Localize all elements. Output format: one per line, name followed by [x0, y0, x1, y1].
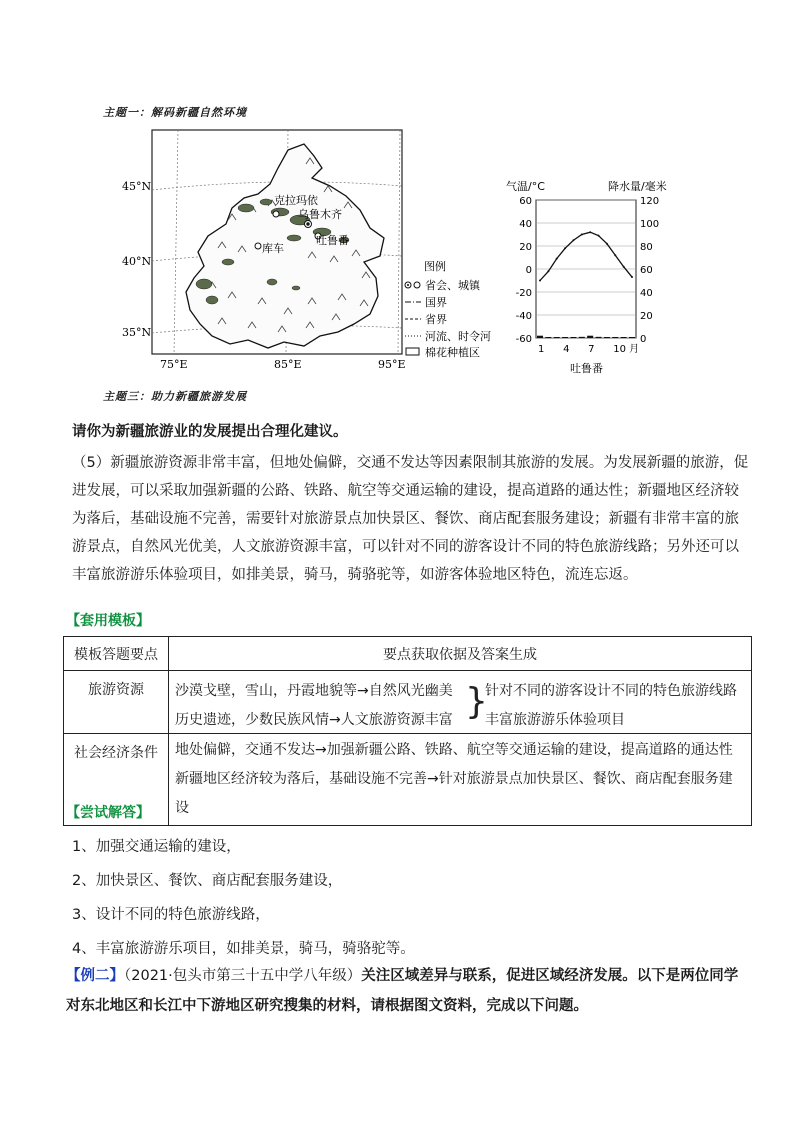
answer-paragraph — [72, 449, 772, 589]
month-tick-label: 4 — [563, 344, 570, 355]
city-label-karamay: 克拉玛依 — [274, 194, 318, 207]
month-tick-label: 7 — [588, 344, 595, 355]
left-tick-label: -40 — [515, 311, 532, 322]
month-tick-label: 10 月 — [613, 344, 640, 355]
answer-line: （5）新疆旅游资源非常丰富，但地处偏僻，交通不发达等因素限制其旅游的发展。为发展新疆的旅游，促 — [72, 455, 749, 471]
list-item: 3、设计不同的特色旅游线路， — [72, 907, 270, 923]
left-axis-title: 气温/°C — [506, 180, 545, 193]
right-tick-label: 80 — [640, 242, 653, 253]
template-table — [63, 636, 752, 826]
header-cell: 模板答题要点 — [64, 637, 169, 671]
temperature-point — [572, 239, 574, 241]
resource-line: 历史遗迹，少数民族风情→人文旅游资源丰富 — [175, 712, 453, 728]
right-tick-label: 100 — [640, 219, 660, 230]
legend-item-border: 国界 — [425, 296, 447, 309]
legend-item-river: 河流、时令河 — [425, 330, 491, 343]
legend-title: 图例 — [424, 260, 446, 273]
example-source: （2021·包头市第三十五中学八年级） — [124, 968, 362, 984]
lon-label: 95°E — [378, 358, 406, 371]
climate-chart — [498, 176, 678, 376]
answer-line: 游景点，自然风光优美，人文旅游资源丰富，可以针对不同的游客设计不同的特色旅游线路；另外还可以 — [72, 539, 739, 555]
left-tick-label: 40 — [519, 219, 532, 230]
answer-line: 为落后，基础设施不完善，需要针对旅游景点加快景区、餐饮、商店配套服务建设；新疆有非常丰富的旅 — [72, 511, 739, 527]
temperature-point — [556, 258, 558, 260]
resource-line: 沙漠戈壁，雪山，丹霞地貌等→自然风光幽美 — [175, 683, 453, 699]
left-tick-label: 0 — [525, 265, 532, 276]
brace-icon: } — [465, 681, 488, 722]
suggestion-line: 丰富旅游游乐体验项目 — [485, 712, 625, 728]
temperature-line — [540, 232, 632, 280]
table-row — [64, 734, 752, 826]
precip-bar — [621, 337, 627, 338]
example-tag: 【例二】 — [66, 968, 124, 984]
precip-bar — [537, 336, 543, 338]
table-row — [64, 671, 752, 734]
precip-bar — [554, 337, 560, 338]
left-tick-label: 60 — [519, 196, 532, 207]
precip-bar — [579, 337, 585, 338]
precip-bar — [596, 337, 602, 338]
table-header-row — [64, 637, 752, 671]
list-item: 4、丰富旅游游乐项目，如排美景，骑马，骑骆驼等。 — [72, 941, 415, 957]
right-tick-label: 20 — [640, 311, 653, 322]
question: 请你为新疆旅游业的发展提出合理化建议。 — [72, 424, 348, 440]
precip-bar — [612, 337, 618, 338]
precip-bar — [604, 337, 610, 338]
list-item: 1、加强交通运输的建设， — [72, 839, 241, 855]
temperature-point — [631, 276, 633, 278]
precip-bar — [562, 337, 568, 338]
right-tick-label: 40 — [640, 288, 653, 299]
example-line: 关注区域差异与联系，促进区域经济发展。以下是两位同学 — [361, 968, 739, 984]
precip-bar — [629, 337, 635, 338]
station-label: 吐鲁番 — [570, 362, 603, 375]
econ-line: 地处偏僻，交通不发达→加强新疆公路、铁路、航空等交通运输的建设，提高道路的通达性 — [175, 742, 733, 758]
row-label: 旅游资源 — [64, 671, 169, 734]
city-label-urumqi: 乌鲁木齐 — [298, 208, 342, 221]
legend-item-cotton: 棉花种植区 — [425, 346, 480, 359]
list-item: 2、加快景区、餐饮、商店配套服务建设， — [72, 873, 343, 889]
suggestion-line: 针对不同的游客设计不同的特色旅游线路 — [485, 683, 737, 699]
right-tick-label: 0 — [640, 334, 647, 345]
example-line: 对东北地区和长江中下游地区研究搜集的材料，请根据图文资料，完成以下问题。 — [66, 998, 588, 1014]
temperature-point — [539, 280, 541, 282]
temperature-point — [623, 266, 625, 268]
answer-line: 丰富旅游游乐体验项目，如排美景，骑马，骑骆驼等，如游客体验地区特色，流连忘返。 — [72, 567, 638, 583]
lat-label: 35°N — [122, 326, 152, 339]
temperature-point — [547, 270, 549, 272]
left-tick-label: 20 — [519, 242, 532, 253]
try-heading: 【尝试解答】 — [66, 805, 150, 821]
right-tick-label: 60 — [640, 265, 653, 276]
legend-item-city: 省会、城镇 — [425, 279, 480, 292]
row-label: 社会经济条件 — [64, 734, 169, 826]
city-label-kuqa: 库车 — [262, 242, 284, 255]
lon-label: 85°E — [274, 358, 302, 371]
temperature-point — [598, 235, 600, 237]
lat-label: 45°N — [122, 180, 152, 193]
xinjiang-map — [108, 128, 508, 373]
precip-bar — [545, 337, 551, 338]
temperature-point — [614, 254, 616, 256]
lon-label: 75°E — [160, 358, 188, 371]
example-paragraph — [66, 961, 786, 1021]
right-tick-label: 120 — [640, 196, 660, 207]
precip-bar — [587, 336, 593, 338]
precip-bar — [570, 337, 576, 338]
header-cell: 要点获取依据及答案生成 — [169, 637, 752, 671]
right-axis-title: 降水量/毫米 — [608, 180, 667, 193]
left-tick-label: -20 — [515, 288, 532, 299]
econ-line: 新疆地区经济较为落后，基础设施不完善→针对旅游景点加快景区、餐饮、商店配套服务建设 — [175, 771, 733, 816]
template-heading: 【套用模板】 — [66, 613, 150, 629]
lat-label: 40°N — [122, 255, 152, 268]
temperature-point — [589, 231, 591, 233]
city-label-turpan: 吐鲁番 — [316, 234, 349, 247]
temperature-point — [581, 234, 583, 236]
theme1-title: 主题一：解码新疆自然环境 — [103, 106, 247, 119]
temperature-point — [564, 247, 566, 249]
left-tick-label: -60 — [515, 334, 532, 345]
temperature-point — [606, 243, 608, 245]
theme3-title: 主题三：助力新疆旅游发展 — [103, 390, 247, 403]
try-list — [72, 830, 415, 966]
month-tick-label: 1 — [538, 344, 545, 355]
legend-item-province: 省界 — [425, 313, 447, 326]
answer-line: 进发展，可以采取加强新疆的公路、铁路、航空等交通运输的建设，提高道路的通达性；新疆地区经济较 — [72, 483, 739, 499]
